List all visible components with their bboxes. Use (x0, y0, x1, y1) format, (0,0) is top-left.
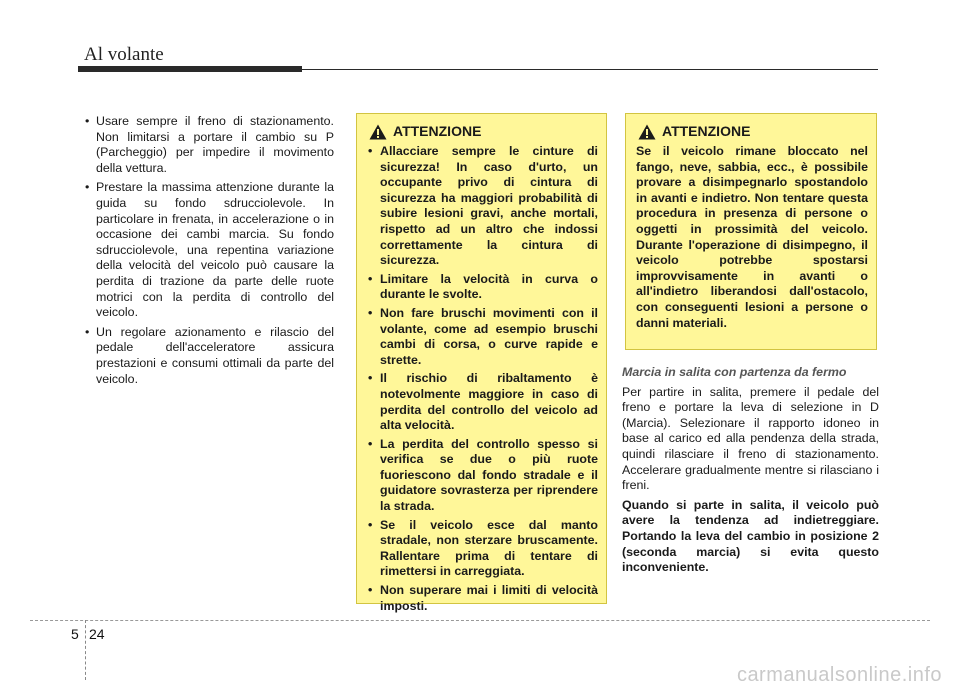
list-item: • Usare sempre il freno di stazionamento. Non limitarsi a portare il cambio su P (Parcheggio) per impedire il movimento della vettura. (80, 114, 334, 176)
warning-list (367, 144, 598, 614)
right-column (622, 365, 879, 580)
list-item: • Se il veicolo esce dal manto stradale, non sterzare bruscamente. Rallentare prima di tentare di rimettersi in carreggiata. (367, 518, 598, 580)
section-paragraph: Per partire in salita, premere il pedale del freno e portare la leva di selezione in D (Marcia). Selezionare il rapporto idoneo in base al carico ed alla pendenza della strada, quindi rilasciare il freno di stazionamento. Accelerare gradualmente mentre si rilasciano i freni. (622, 384, 879, 493)
warning-title: ATTENZIONE (662, 123, 751, 140)
warning-box-seatbelt (356, 113, 607, 613)
warning-header (636, 124, 868, 140)
list-item: • La perdita del controllo spesso si verifica se due o più ruote fuoriescono dal fondo stradale e il guidatore sovrasterza per riprendere la strada. (367, 437, 598, 515)
page-header-title: Al volante (84, 44, 164, 65)
header-bar (78, 66, 302, 72)
list-item: • Il rischio di ribaltamento è notevolmente maggiore in caso di perdita del controllo del veicolo ad alta velocità. (367, 371, 598, 433)
watermark: carmanualsonline.info (736, 664, 942, 686)
list-item: • Non superare mai i limiti di velocità imposti. (367, 583, 598, 614)
warning-body: Se il veicolo rimane bloccato nel fango, neve, sabbia, ecc., è possibile provare a disimpegnarlo spostandolo in avanti e indietro. Non tentare questa procedura in presenza di persone o oggetti in prossimità del veicolo. Durante l'operazione di disimpegno, il veicolo potrebbe spostarsi improvvisamente in avanti o all'indietro liberandosi dall'ostacolo, con conseguenti lesioni a persone o danni materiali. (636, 144, 868, 330)
footer-divider (85, 620, 86, 680)
warning-triangle-icon (369, 124, 387, 140)
warning-header (367, 124, 598, 140)
bullet-list (80, 114, 334, 387)
warning-triangle-icon (638, 124, 656, 140)
list-item: • Limitare la velocità in curva o durante le svolte. (367, 272, 598, 303)
left-column (80, 114, 334, 391)
list-item: • Non fare bruschi movimenti con il volante, come ad esempio bruschi cambi di corsa, o curve rapide e strette. (367, 306, 598, 368)
warning-box-stuck-vehicle (625, 113, 877, 350)
chapter-number: 5 (71, 626, 79, 642)
list-item: • Un regolare azionamento e rilascio del pedale dell'acceleratore assicura prestazioni e consumi ottimali da parte del veicolo. (80, 325, 334, 387)
list-item: • Prestare la massima attenzione durante la guida su fondo sdrucciolevole. In particolare in frenata, in accelerazione o in occasione dei cambi marcia. Su fondo sdrucciolevole, una repentina variazione della velocità del veicolo può causare la perdita di trazione da parte delle ruote motrici con la perdita di controllo del veicolo. (80, 180, 334, 320)
header-rule (302, 69, 878, 70)
section-bold-paragraph: Quando si parte in salita, il veicolo può avere la tendenza ad indietreggiare. Portando la leva del cambio in posizione 2 (seconda marcia) si evita questo inconveniente. (622, 497, 879, 575)
page-number: 24 (89, 626, 105, 642)
footer-rule (30, 620, 930, 621)
section-title: Marcia in salita con partenza da fermo (622, 365, 847, 379)
warning-title: ATTENZIONE (393, 123, 482, 140)
list-item: • Allacciare sempre le cinture di sicurezza! In caso d'urto, un occupante privo di cintura di sicurezza ha maggiori probabilità di subire lesioni gravi, anche mortali, rispetto ad un altro che indossi correttamente la cintura di sicurezza. (367, 144, 598, 269)
